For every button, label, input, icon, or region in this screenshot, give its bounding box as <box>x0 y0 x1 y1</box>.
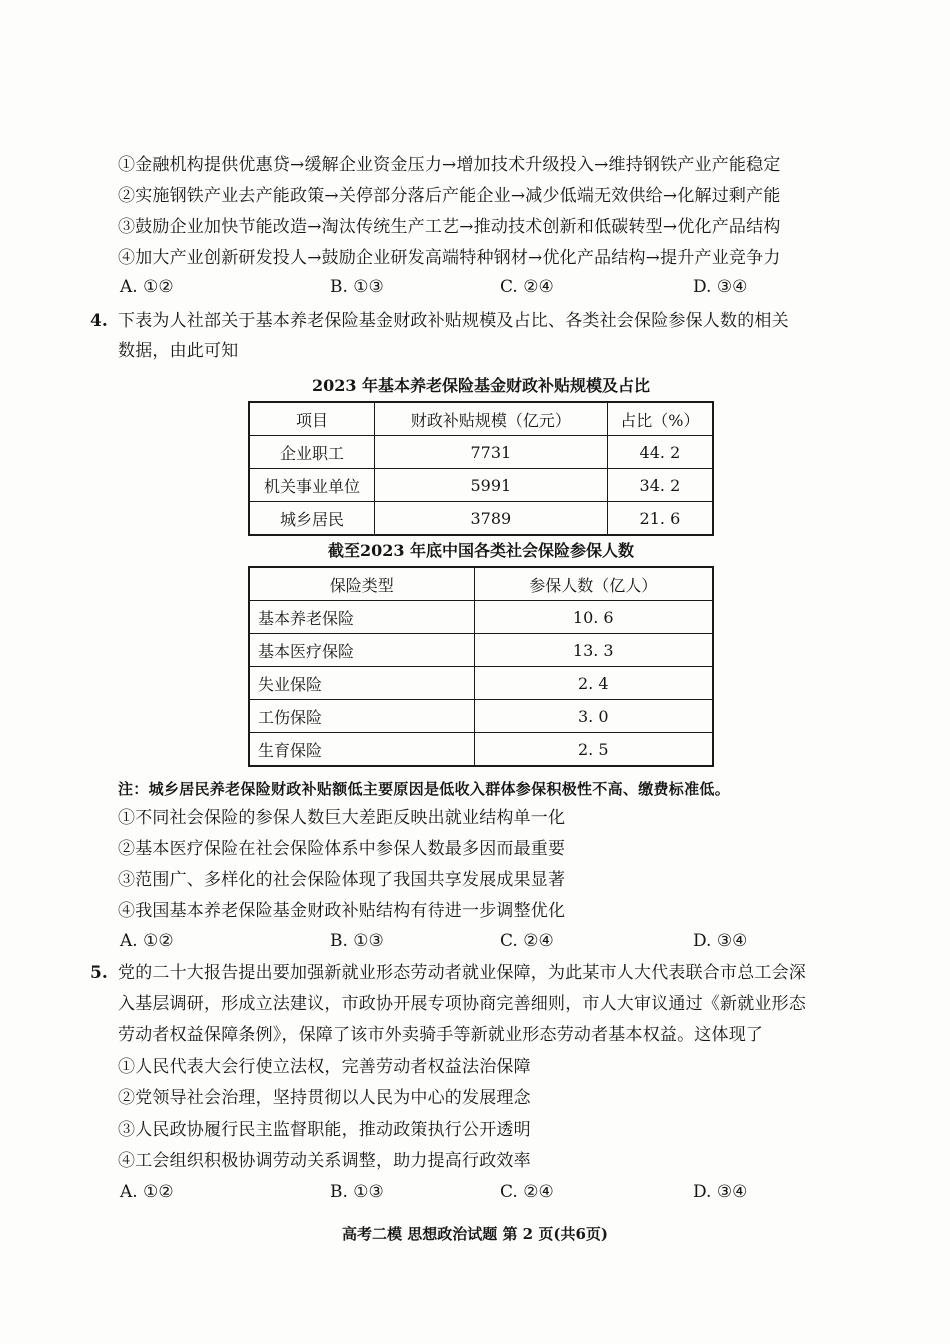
table-cell: 34. 2 <box>607 469 713 502</box>
table-cell: 5991 <box>374 469 607 502</box>
q4-option-b[interactable]: B. ①③ <box>330 931 384 951</box>
q5-stem-line-3: 劳动者权益保障条例》，保障了该市外卖骑手等新就业形态劳动者基本权益。这体现了 <box>118 1025 764 1045</box>
subsidy-table <box>248 401 714 536</box>
q5-number: 5. <box>90 963 108 983</box>
table-header-cell: 项目 <box>249 402 374 436</box>
table-cell: 3. 0 <box>474 700 713 733</box>
q5-option-c[interactable]: C. ②④ <box>500 1182 554 1202</box>
q3-option-d[interactable]: D. ③④ <box>693 277 748 297</box>
table-row <box>249 700 713 733</box>
table-row <box>249 502 713 536</box>
table-header-cell: 财政补贴规模（亿元） <box>374 402 607 436</box>
table-cell: 生育保险 <box>249 733 474 767</box>
q4-statement-1: ①不同社会保险的参保人数巨大差距反映出就业结构单一化 <box>118 808 566 828</box>
table2-title: 截至2023 年底中国各类社会保险参保人数 <box>327 541 635 560</box>
q4-option-d[interactable]: D. ③④ <box>693 931 748 951</box>
table-cell: 基本养老保险 <box>249 601 474 634</box>
table-row <box>249 436 713 469</box>
q4-note: 注：城乡居民养老保险财政补贴额低主要原因是低收入群体参保积极性不高、缴费标准低。 <box>118 780 731 798</box>
table-cell: 2. 5 <box>474 733 713 767</box>
page-footer: 高考二模 思想政治试题 第 2 页(共6页) <box>342 1225 608 1243</box>
table-cell: 44. 2 <box>607 436 713 469</box>
q5-option-b[interactable]: B. ①③ <box>330 1182 384 1202</box>
q5-statement-2: ②党领导社会治理，坚持贯彻以人民为中心的发展理念 <box>118 1088 531 1108</box>
q3-option-a[interactable]: A. ①② <box>120 277 174 297</box>
table-cell: 城乡居民 <box>249 502 374 536</box>
q5-statement-4: ④工会组织积极协调劳动关系调整，助力提高行政效率 <box>118 1151 531 1171</box>
table-header-cell: 保险类型 <box>249 567 474 601</box>
table-row <box>249 634 713 667</box>
q4-statement-2: ②基本医疗保险在社会保险体系中参保人数最多因而最重要 <box>118 839 566 859</box>
q4-number: 4. <box>90 311 108 331</box>
table-cell: 基本医疗保险 <box>249 634 474 667</box>
table-cell: 机关事业单位 <box>249 469 374 502</box>
q5-statement-3: ③人民政协履行民主监督职能，推动政策执行公开透明 <box>118 1120 531 1140</box>
q4-statement-4: ④我国基本养老保险基金财政补贴结构有待进一步调整优化 <box>118 901 566 921</box>
table-header-row <box>249 567 713 601</box>
q5-stem-line-1: 党的二十大报告提出要加强新就业形态劳动者就业保障，为此某市人大代表联合市总工会深 <box>118 963 806 983</box>
q4-statement-3: ③范围广、多样化的社会保险体现了我国共享发展成果显著 <box>118 870 566 890</box>
insured-table <box>248 566 714 767</box>
table-row <box>249 667 713 700</box>
table-cell: 7731 <box>374 436 607 469</box>
table1-title: 2023 年基本养老保险基金财政补贴规模及占比 <box>311 376 651 395</box>
q5-statement-1: ①人民代表大会行使立法权，完善劳动者权益法治保障 <box>118 1057 531 1077</box>
table-header-row <box>249 402 713 436</box>
table-cell: 2. 4 <box>474 667 713 700</box>
table-cell: 10. 6 <box>474 601 713 634</box>
q4-stem-line-2: 数据，由此可知 <box>118 341 239 361</box>
q3-statement-2: ②实施钢铁产业去产能政策→关停部分落后产能企业→减少低端无效供给→化解过剩产能 <box>118 186 781 206</box>
q4-option-c[interactable]: C. ②④ <box>500 931 554 951</box>
table-cell: 失业保险 <box>249 667 474 700</box>
table-header-cell: 占比（%） <box>607 402 713 436</box>
table-cell: 3789 <box>374 502 607 536</box>
table-cell: 13. 3 <box>474 634 713 667</box>
q3-statement-3: ③鼓励企业加快节能改造→淘汰传统生产工艺→推动技术创新和低碳转型→优化产品结构 <box>118 217 781 237</box>
q4-option-a[interactable]: A. ①② <box>120 931 174 951</box>
q3-option-b[interactable]: B. ①③ <box>330 277 384 297</box>
table-row <box>249 733 713 767</box>
q3-statement-4: ④加大产业创新研发投人→鼓励企业研发高端特种钢材→优化产品结构→提升产业竞争力 <box>118 248 781 268</box>
table-row <box>249 601 713 634</box>
table-cell: 工伤保险 <box>249 700 474 733</box>
table-cell: 21. 6 <box>607 502 713 536</box>
q5-option-a[interactable]: A. ①② <box>120 1182 174 1202</box>
q5-stem-line-2: 入基层调研，形成立法建议，市政协开展专项协商完善细则，市人大审议通过《新就业形态 <box>118 994 806 1014</box>
q3-option-c[interactable]: C. ②④ <box>500 277 554 297</box>
table-row <box>249 469 713 502</box>
table-cell: 企业职工 <box>249 436 374 469</box>
q4-stem-line-1: 下表为人社部关于基本养老保险基金财政补贴规模及占比、各类社会保险参保人数的相关 <box>118 311 789 331</box>
q3-statement-1: ①金融机构提供优惠贷→缓解企业资金压力→增加技术升级投入→维持钢铁产业产能稳定 <box>118 155 781 175</box>
q5-option-d[interactable]: D. ③④ <box>693 1182 748 1202</box>
table-header-cell: 参保人数（亿人） <box>474 567 713 601</box>
